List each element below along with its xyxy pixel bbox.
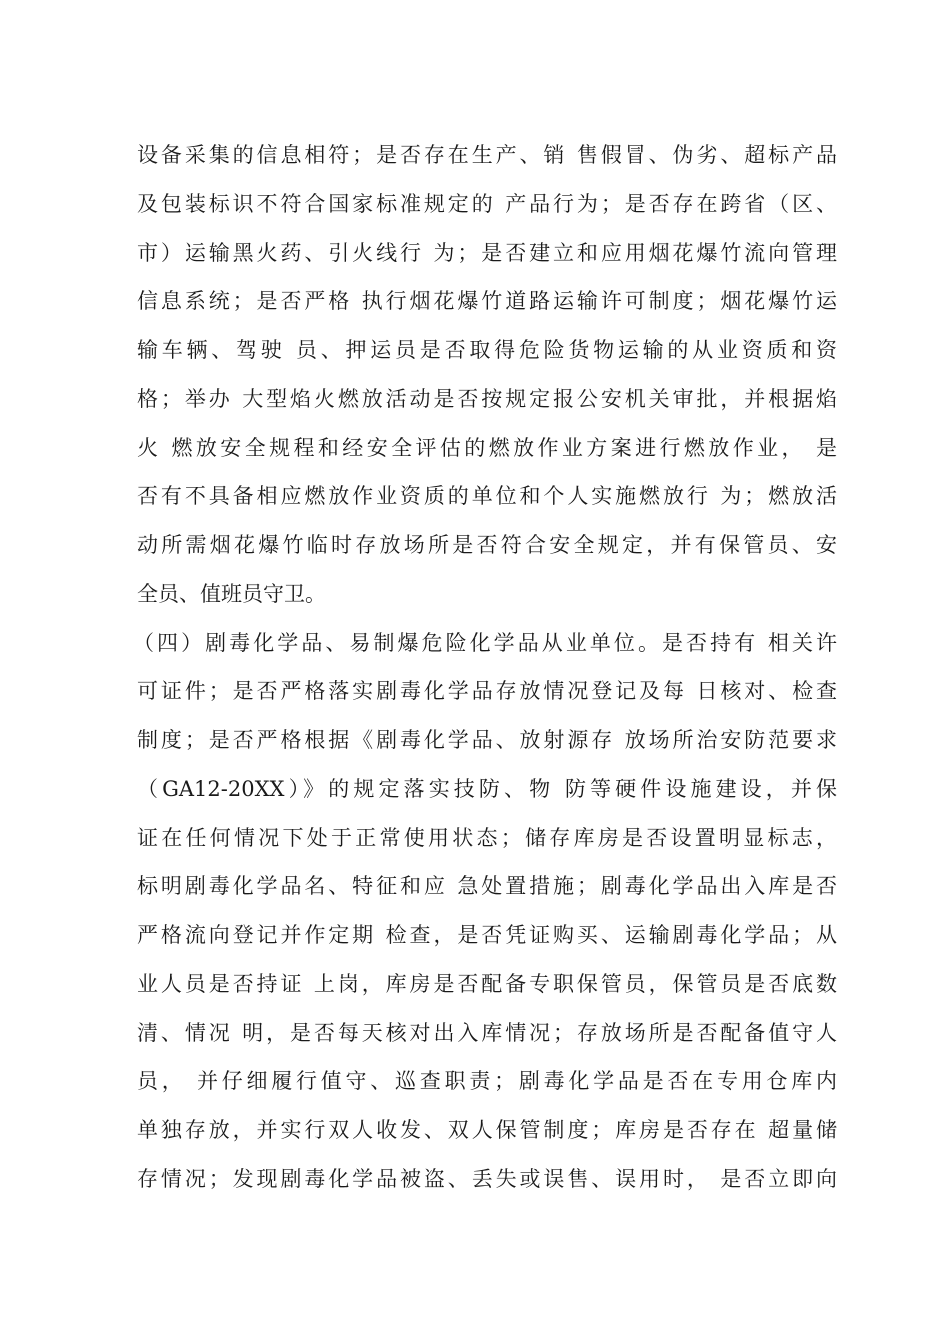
text-line: 火 燃放安全规程和经安全评估的燃放作业方案进行燃放作业， 是 bbox=[137, 435, 837, 460]
text-line: 清、情况 明，是否每天核对出入库情况；存放场所是否配备值守人 bbox=[137, 1020, 837, 1045]
text-line: 业人员是否持证 上岗，库房是否配备专职保管员，保管员是否底数 bbox=[137, 971, 837, 996]
text-line: 格；举办 大型焰火燃放活动是否按规定报公安机关审批，并根据焰 bbox=[137, 386, 837, 411]
text-line: （GA12-20XX）》的规定落实技防、物 防等硬件设施建设，并保 bbox=[137, 776, 837, 801]
body-text bbox=[133, 131, 837, 1204]
text-line: 员， 并仔细履行值守、巡查职责；剧毒化学品是否在专用仓库内 bbox=[137, 1069, 837, 1094]
text-line: 市）运输黑火药、引火线行 为；是否建立和应用烟花爆竹流向管理 bbox=[137, 240, 837, 265]
text-line: 证在任何情况下处于正常使用状态；储存库房是否设置明显标志， bbox=[137, 825, 837, 850]
text-line: 严格流向登记并作定期 检查，是否凭证购买、运输剧毒化学品；从 bbox=[137, 923, 837, 947]
text-line: 及包装标识不符合国家标准规定的 产品行为；是否存在跨省（区、 bbox=[137, 191, 837, 216]
text-line: 制度；是否严格根据《剧毒化学品、放射源存 放场所治安防范要求 bbox=[137, 728, 837, 752]
text-line: 动所需烟花爆竹临时存放场所是否符合安全规定，并有保管员、安 bbox=[137, 533, 837, 557]
text-line: 否有不具备相应燃放作业资质的单位和个人实施燃放行 为；燃放活 bbox=[137, 484, 837, 509]
text-line: 单独存放，并实行双人收发、双人保管制度；库房是否存在 超量储 bbox=[137, 1118, 837, 1142]
text-line: 设备采集的信息相符；是否存在生产、销 售假冒、伪劣、超标产品 bbox=[137, 143, 837, 167]
text-line: 输车辆、驾驶 员、押运员是否取得危险货物运输的从业资质和资 bbox=[137, 338, 837, 362]
section-heading-line: （四）剧毒化学品、易制爆危险化学品从业单位。是否持有 相关许 bbox=[133, 630, 837, 655]
text-line: 存情况；发现剧毒化学品被盗、丢失或误售、误用时， 是否立即向 bbox=[137, 1166, 837, 1191]
text-line: 信息系统；是否严格 执行烟花爆竹道路运输许可制度；烟花爆竹运 bbox=[137, 289, 837, 314]
text-line: 标明剧毒化学品名、特征和应 急处置措施；剧毒化学品出入库是否 bbox=[137, 874, 837, 899]
text-line: 可证件；是否严格落实剧毒化学品存放情况登记及每 日核对、检查 bbox=[137, 679, 837, 704]
text-line: 全员、值班员守卫。 bbox=[137, 581, 326, 606]
